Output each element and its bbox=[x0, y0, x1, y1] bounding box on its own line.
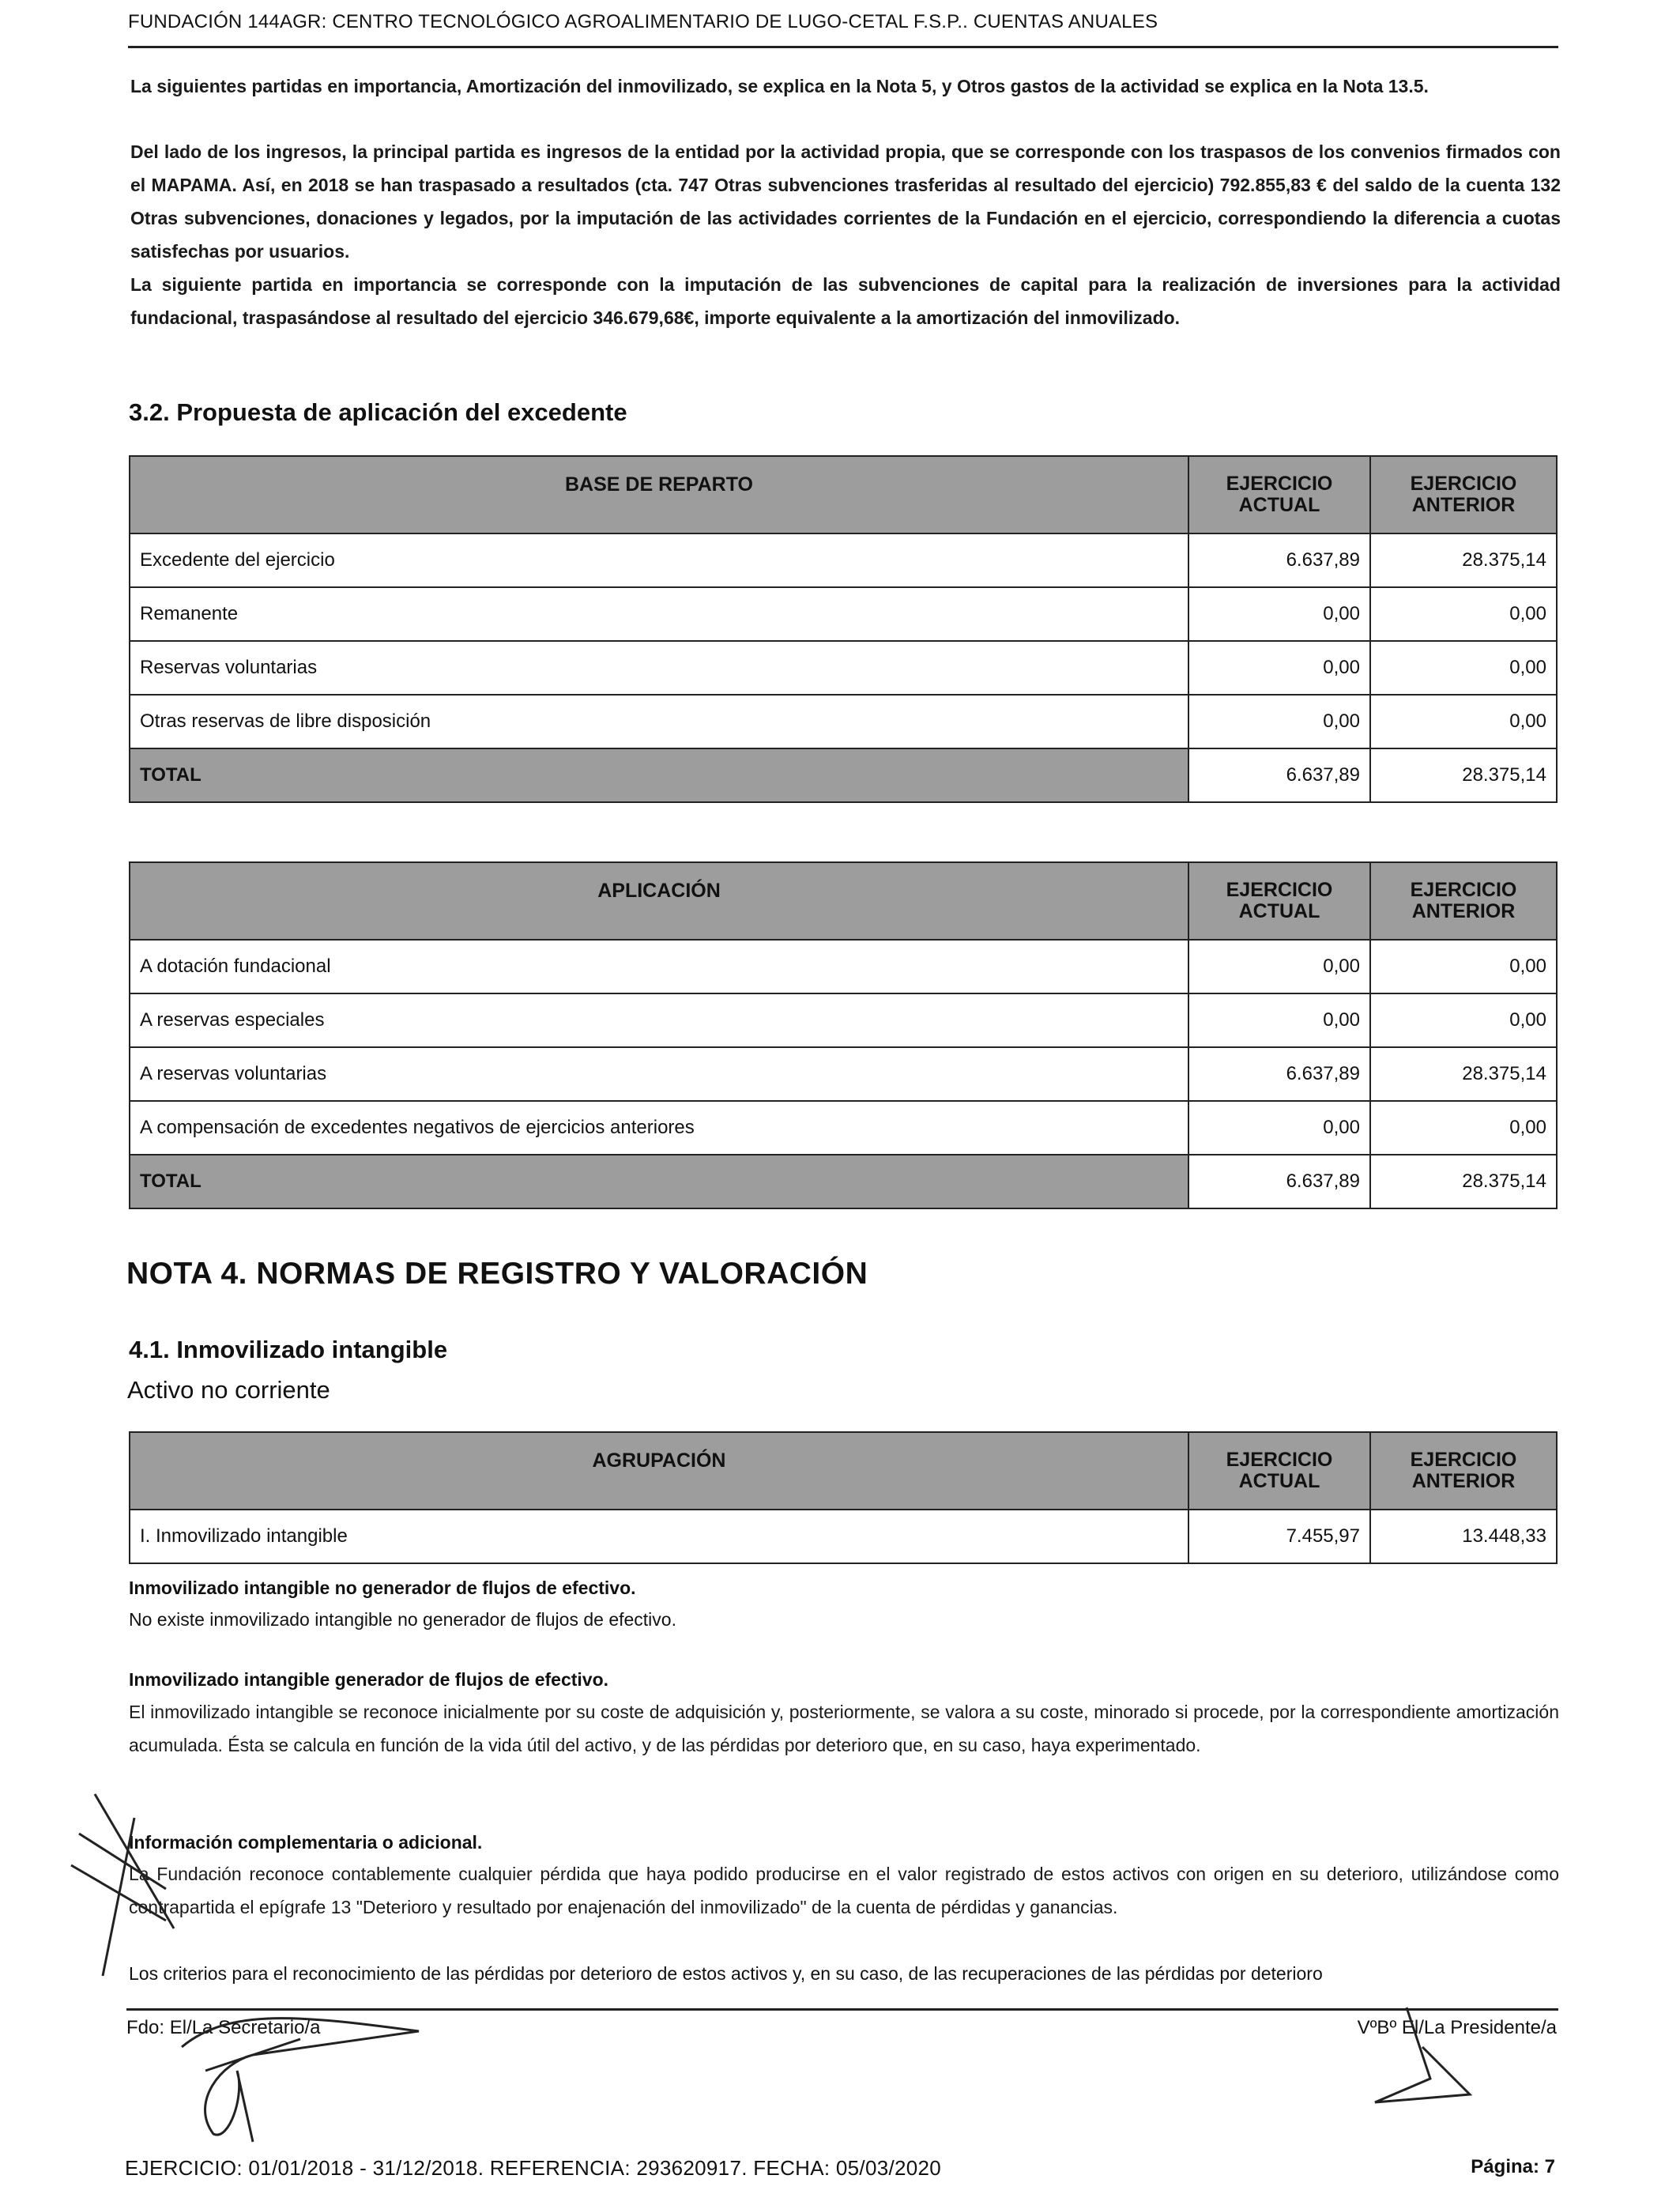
table-row: A compensación de excedentes negativos de ejercicios anteriores 0,00 0,00 bbox=[130, 1101, 1557, 1155]
no-gen-text: No existe inmovilizado intangible no generador de flujos de efectivo. bbox=[129, 1609, 676, 1630]
col-header-main: AGRUPACIÓN bbox=[130, 1432, 1188, 1510]
col-header-anterior: EJERCICIO ANTERIOR bbox=[1370, 862, 1557, 940]
table-row: A reservas especiales 0,00 0,00 bbox=[130, 993, 1557, 1047]
table-row: A dotación fundacional 0,00 0,00 bbox=[130, 940, 1557, 993]
footer-secretary: Fdo: El/La Secretario/a bbox=[126, 2017, 321, 2038]
info-text-1: La Fundación reconoce contablemente cualquier pérdida que haya podido producirse en el valor registrado de estos activos con origen en su deterioro, utilizándose como contrapartida el epígrafe 13 "Deterioro y resultado por enajenación del inmovilizado" de la cuenta de pérdidas y ganancias. bbox=[129, 1864, 1559, 1917]
col-header-main: APLICACIÓN bbox=[130, 862, 1188, 940]
footer-president: VºBº El/La Presidente/a bbox=[1357, 2017, 1557, 2038]
col-header-anterior: EJERCICIO ANTERIOR bbox=[1370, 1432, 1557, 1510]
info-text-2: Los criterios para el reconocimiento de las pérdidas por deterioro de estos activos y, en su caso, de las recuperaciones de las pérdidas por deterioro bbox=[129, 1963, 1323, 1984]
aplicacion-table bbox=[129, 861, 1558, 1209]
table-row: Reservas voluntarias 0,00 0,00 bbox=[130, 641, 1557, 695]
intro-paragraph-1 bbox=[130, 70, 1561, 103]
intro-p1: La siguientes partidas en importancia, Amortización del inmovilizado, se explica en la Nota 5, y Otros gastos de la actividad se explica en la Nota 13.5. bbox=[130, 76, 1429, 96]
intro-p2: Del lado de los ingresos, la principal partida es ingresos de la entidad por la actividad propia, que se corresponde con los traspasos de los convenios firmados con el MAPAMA. Así, en 2018 se han traspasado a resultados (cta. 747 Otras subvenciones trasferidas al resultado del ejercicio) 792.855,83 € del saldo de la cuenta 132 Otras subvenciones, donaciones y legados, por la imputación de las actividades corrientes de la Fundación en el ejercicio, correspondiendo la diferencia a cuotas satisfechas por usuarios. bbox=[130, 141, 1561, 262]
table-row: A reservas voluntarias 6.637,89 28.375,14 bbox=[130, 1047, 1557, 1101]
gen-text: El inmovilizado intangible se reconoce inicialmente por su coste de adquisición y, posteriormente, se valora a su coste, minorado si procede, por la correspondiente amortización acumulada. Ésta se calcula en función de la vida útil del activo, y de las pérdidas por deterioro que, en su caso, haya experimentado. bbox=[129, 1702, 1559, 1755]
intro-p3: La siguiente partida en importancia se corresponde con la imputación de las subvenciones de capital para la realización de inversiones para la actividad fundacional, traspasándose al resultado del ejercicio 346.679,68€, importe equivalente a la amortización del inmovilizado. bbox=[130, 274, 1561, 328]
no-gen-title: Inmovilizado intangible no generador de flujos de efectivo. bbox=[129, 1578, 636, 1598]
table-total-row: TOTAL 6.637,89 28.375,14 bbox=[130, 748, 1557, 802]
table-total-row: TOTAL 6.637,89 28.375,14 bbox=[130, 1155, 1557, 1208]
agrupacion-table bbox=[129, 1431, 1558, 1564]
nota4-heading: NOTA 4. NORMAS DE REGISTRO Y VALORACIÓN bbox=[126, 1257, 868, 1291]
intro-paragraph-2 bbox=[130, 135, 1561, 334]
info-title: Información complementaria o adicional. bbox=[129, 1832, 483, 1853]
table-row: Otras reservas de libre disposición 0,00 0,00 bbox=[130, 695, 1557, 748]
nota4-sub-caption: Activo no corriente bbox=[127, 1376, 330, 1404]
president-signature-icon bbox=[1359, 2000, 1486, 2118]
footer-reference: EJERCICIO: 01/01/2018 - 31/12/2018. REFERENCIA: 293620917. FECHA: 05/03/2020 bbox=[125, 2156, 942, 2180]
base-reparto-table bbox=[129, 455, 1558, 803]
table-row: I. Inmovilizado intangible 7.455,97 13.448,33 bbox=[130, 1510, 1557, 1563]
gen-title: Inmovilizado intangible generador de flujos de efectivo. bbox=[129, 1669, 609, 1690]
col-header-main: BASE DE REPARTO bbox=[130, 456, 1188, 533]
nota4-sub-heading: 4.1. Inmovilizado intangible bbox=[129, 1336, 448, 1363]
col-header-actual: EJERCICIO ACTUAL bbox=[1188, 1432, 1370, 1510]
section-heading-3-2: 3.2. Propuesta de aplicación del excedente bbox=[129, 398, 627, 426]
table-row: Remanente 0,00 0,00 bbox=[130, 587, 1557, 641]
table-row: Excedente del ejercicio 6.637,89 28.375,14 bbox=[130, 533, 1557, 587]
col-header-anterior: EJERCICIO ANTERIOR bbox=[1370, 456, 1557, 533]
page-number: Página: 7 bbox=[1471, 2156, 1555, 2177]
secretary-signature-icon bbox=[47, 1770, 458, 2150]
col-header-actual: EJERCICIO ACTUAL bbox=[1188, 456, 1370, 533]
col-header-actual: EJERCICIO ACTUAL bbox=[1188, 862, 1370, 940]
page-header: FUNDACIÓN 144AGR: CENTRO TECNOLÓGICO AGROALIMENTARIO DE LUGO-CETAL F.S.P.. CUENTAS ANUALES bbox=[128, 11, 1558, 48]
